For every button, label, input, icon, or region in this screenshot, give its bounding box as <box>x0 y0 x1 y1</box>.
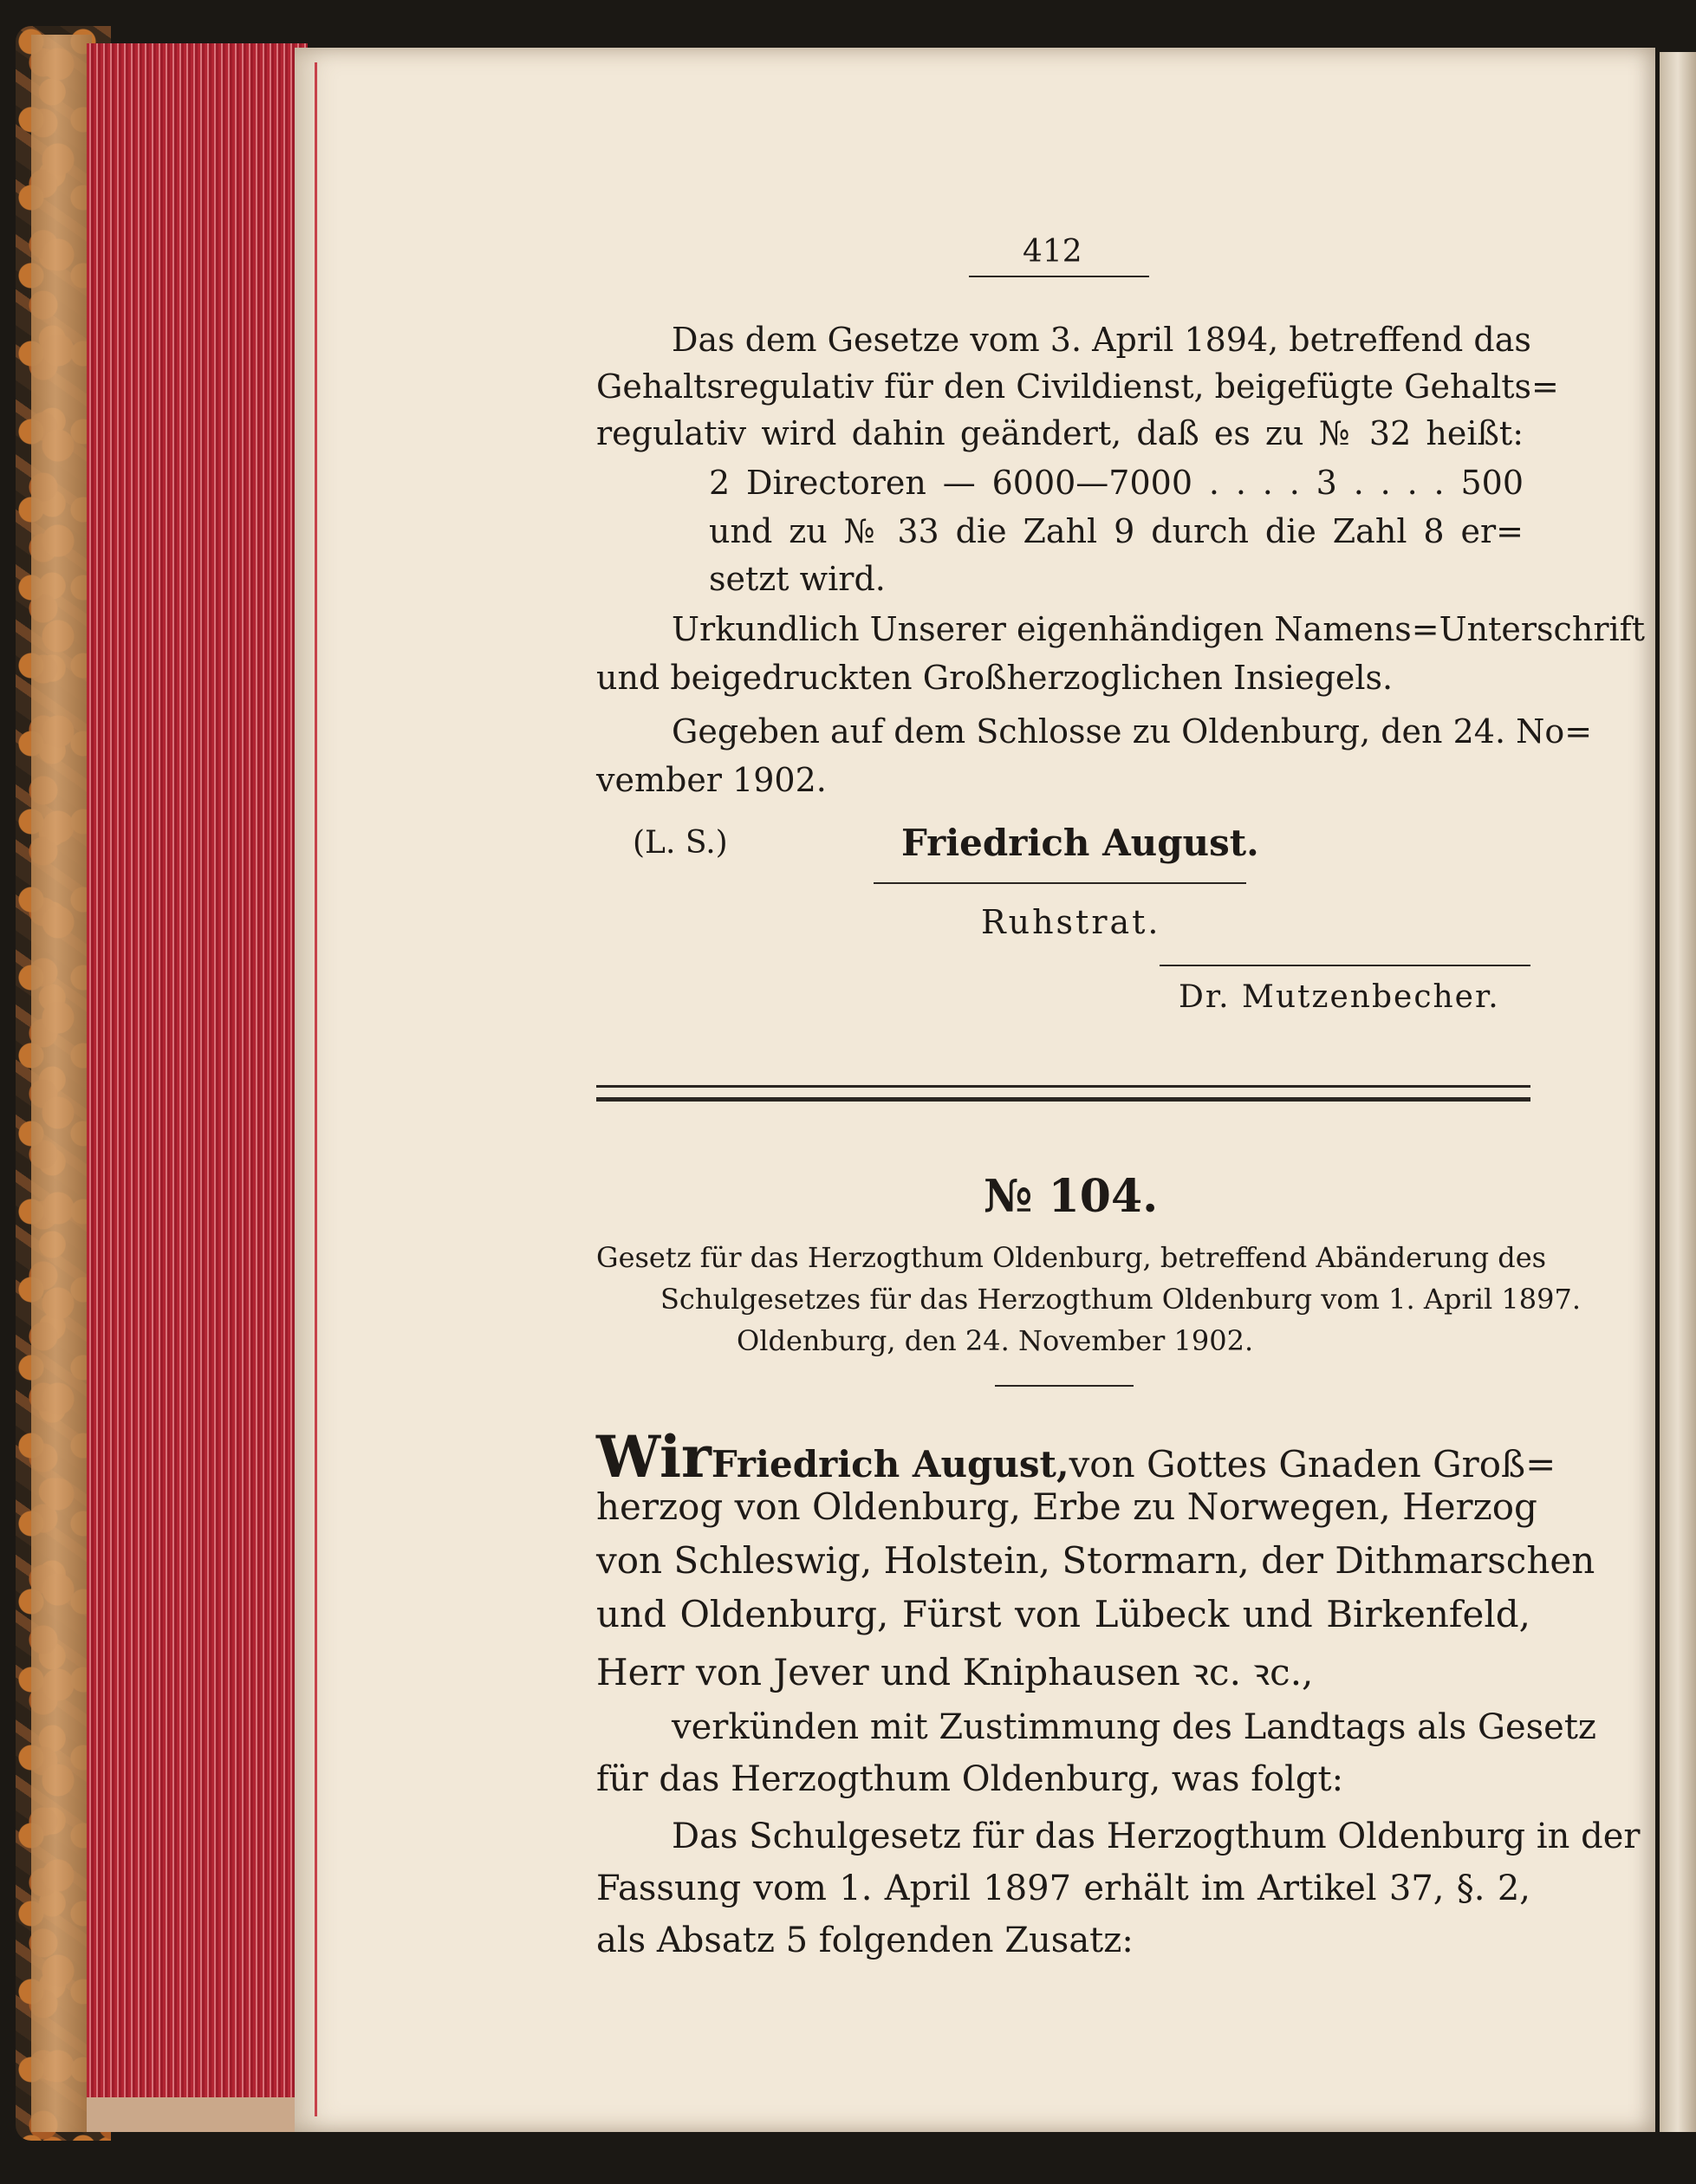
preamble-sovereign-name: Friedrich August, <box>711 1443 1069 1485</box>
salary-line-1: Das dem Gesetze vom 3. April 1894, betreffend das <box>672 321 1531 359</box>
minister-signature-2: Dr. Mutzenbecher. <box>1179 979 1500 1015</box>
page-number-rule <box>969 276 1149 277</box>
seal-mark: (L. S.) <box>633 825 728 861</box>
preamble-line-4: und Oldenburg, Fürst von Lübeck und Birkenfeld, <box>596 1593 1530 1635</box>
salary-line-3: regulativ wird dahin geändert, daß es zu № 32 heißt: <box>596 414 1524 452</box>
salary-entry: 2 Directoren — 6000—7000 . . . . 3 . . . . 500 <box>709 464 1524 502</box>
given-line-2: vember 1902. <box>596 761 827 799</box>
facing-page-edge <box>1660 52 1696 2132</box>
book-spine-edge <box>31 35 92 2132</box>
preamble-line-2: herzog von Oldenburg, Erbe zu Norwegen, Herzog <box>596 1485 1537 1528</box>
salary-line-2: Gehaltsregulativ für den Civildienst, beigefügte Gehalts= <box>596 367 1559 406</box>
attestation-line-2: und beigedruckten Großherzoglichen Insiegels. <box>596 659 1394 697</box>
salary-line-5: setzt wird. <box>709 560 886 598</box>
signature-rule-1 <box>874 882 1246 884</box>
preamble-initial-word: Wir <box>596 1423 712 1491</box>
preamble-line-1 <box>596 1423 1556 1491</box>
law-title-line-2: Schulgesetzes für das Herzogthum Oldenburg vom 1. April 1897. <box>660 1283 1581 1316</box>
page-margin-rule <box>315 62 317 2116</box>
signature-rule-2 <box>1160 965 1530 966</box>
preamble-line-3: von Schleswig, Holstein, Stormarn, der Dithmarschen <box>596 1539 1595 1582</box>
page-edges <box>87 43 308 2123</box>
law-number: № 104. <box>984 1170 1159 1223</box>
salary-line-4: und zu № 33 die Zahl 9 durch die Zahl 8 er= <box>709 512 1524 550</box>
page-number: 412 <box>1023 234 1082 270</box>
article-line-1: Das Schulgesetz für das Herzogthum Oldenburg in der <box>672 1817 1641 1856</box>
title-rule <box>995 1385 1134 1387</box>
law-title-line-3: Oldenburg, den 24. November 1902. <box>737 1324 1254 1357</box>
preamble-line-5: Herr von Jever und Kniphausen ꝛc. ꝛc., <box>596 1651 1314 1693</box>
section-rule-top <box>596 1085 1530 1088</box>
minister-signature-1: Ruhstrat. <box>981 903 1161 941</box>
article-line-3: als Absatz 5 folgenden Zusatz: <box>596 1921 1134 1960</box>
attestation-line-1: Urkundlich Unserer eigenhändigen Namens=Unterschrift <box>672 610 1645 648</box>
law-title-line-1: Gesetz für das Herzogthum Oldenburg, betreffend Abänderung des <box>596 1241 1547 1274</box>
article-line-2: Fassung vom 1. April 1897 erhält im Artikel 37, §. 2, <box>596 1869 1530 1908</box>
section-rule-bottom <box>596 1097 1530 1102</box>
sovereign-signature: Friedrich August. <box>901 822 1259 864</box>
given-line-1: Gegeben auf dem Schlosse zu Oldenburg, den 24. No= <box>672 712 1593 751</box>
preamble-line-1-rest: von Gottes Gnaden Groß= <box>1069 1443 1556 1485</box>
proclamation-line-1: verkünden mit Zustimmung des Landtags als Gesetz <box>672 1707 1596 1747</box>
proclamation-line-2: für das Herzogthum Oldenburg, was folgt: <box>596 1759 1344 1799</box>
